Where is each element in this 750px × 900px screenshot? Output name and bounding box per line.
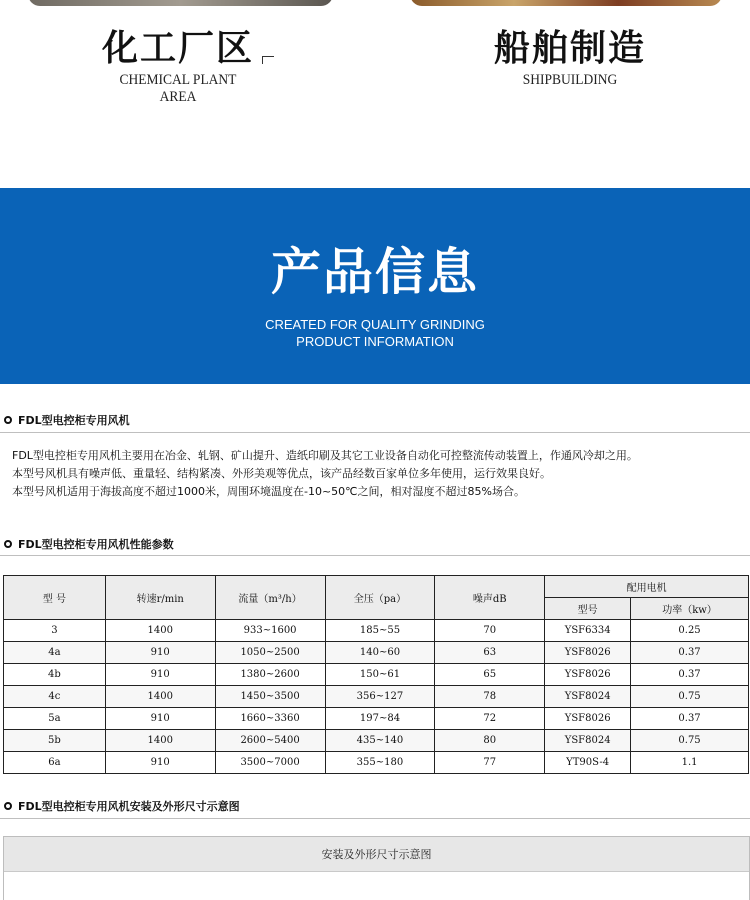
- cell-motor-power: 0.37: [631, 642, 749, 664]
- section-title: FDL型电控柜专用风机性能参数: [18, 538, 174, 551]
- section-title: FDL型电控柜专用风机安装及外形尺寸示意图: [18, 800, 240, 813]
- cell-model: 5a: [4, 708, 106, 730]
- cell-model: 4b: [4, 664, 106, 686]
- cell-noise: 80: [435, 730, 545, 752]
- cell-motor-model: YSF8026: [545, 664, 631, 686]
- area-chemical-plant: [100, 28, 256, 106]
- table-row: [4, 708, 749, 730]
- cell-motor-power: 0.37: [631, 708, 749, 730]
- area-title-en: CHEMICAL PLANT AREA: [119, 72, 237, 105]
- cell-noise: 78: [435, 686, 545, 708]
- banner-subtitle-line2: PRODUCT INFORMATION: [296, 334, 454, 349]
- section-heading-install: [4, 798, 240, 814]
- chemical-plant-photo: [28, 0, 333, 6]
- cell-flow: 1660~3360: [215, 708, 325, 730]
- install-diagram-title: 安装及外形尺寸示意图: [4, 837, 749, 872]
- dimension-mark: [262, 56, 274, 64]
- install-diagram-box: [3, 836, 750, 900]
- performance-table: [3, 575, 749, 774]
- cell-flow: 933~1600: [215, 620, 325, 642]
- cell-speed: 910: [105, 642, 215, 664]
- description-line: 本型号风机适用于海拔高度不超过1000米，周围环境温度在-10~50℃之间，相对湿度不超过85%场合。: [12, 485, 525, 498]
- cell-pressure: 197~84: [325, 708, 435, 730]
- header-model: 型 号: [4, 576, 106, 620]
- cell-speed: 1400: [105, 686, 215, 708]
- cell-motor-power: 0.75: [631, 730, 749, 752]
- cell-motor-model: YSF8026: [545, 642, 631, 664]
- divider: [0, 432, 750, 433]
- header-flow: 流量（m³/h）: [215, 576, 325, 620]
- cell-speed: 1400: [105, 620, 215, 642]
- banner-subtitle: [0, 316, 750, 350]
- cell-speed: 910: [105, 752, 215, 774]
- product-description: [12, 447, 748, 501]
- cell-model: 3: [4, 620, 106, 642]
- cell-motor-power: 1.1: [631, 752, 749, 774]
- divider: [0, 818, 750, 819]
- cell-pressure: 435~140: [325, 730, 435, 752]
- cell-noise: 72: [435, 708, 545, 730]
- cell-model: 6a: [4, 752, 106, 774]
- description-line: 本型号风机具有噪声低、重量轻、结构紧凑、外形美观等优点，该产品经数百家单位多年使用，运行效果良好。: [12, 467, 551, 480]
- table-row: [4, 642, 749, 664]
- table-row: [4, 752, 749, 774]
- table-row: [4, 620, 749, 642]
- header-motor: 配用电机: [545, 576, 749, 598]
- table-row: [4, 664, 749, 686]
- header-motor-power: 功率（kw）: [631, 598, 749, 620]
- section-heading-params: [4, 536, 174, 552]
- section-heading-intro: [4, 412, 130, 428]
- cell-pressure: 355~180: [325, 752, 435, 774]
- cell-flow: 2600~5400: [215, 730, 325, 752]
- cell-motor-power: 0.37: [631, 664, 749, 686]
- section-title: FDL型电控柜专用风机: [18, 414, 130, 427]
- bullet-icon: [4, 416, 12, 424]
- header-motor-model: 型号: [545, 598, 631, 620]
- shipbuilding-photo: [410, 0, 722, 6]
- area-shipbuilding: [492, 28, 648, 89]
- cell-motor-model: YSF6334: [545, 620, 631, 642]
- table-row: [4, 686, 749, 708]
- cell-noise: 70: [435, 620, 545, 642]
- cell-model: 5b: [4, 730, 106, 752]
- cell-flow: 1450~3500: [215, 686, 325, 708]
- area-title-cn: 化工厂区: [101, 27, 254, 69]
- cell-motor-power: 0.25: [631, 620, 749, 642]
- cell-flow: 1380~2600: [215, 664, 325, 686]
- description-line: FDL型电控柜专用风机主要用在冶金、轧钢、矿山提升、造纸印刷及其它工业设备自动化可控整流传动装置上，作通风冷却之用。: [12, 449, 638, 462]
- cell-motor-model: YSF8024: [545, 730, 631, 752]
- cell-speed: 910: [105, 708, 215, 730]
- cell-pressure: 185~55: [325, 620, 435, 642]
- cell-pressure: 356~127: [325, 686, 435, 708]
- cell-model: 4a: [4, 642, 106, 664]
- table-row: [4, 730, 749, 752]
- cell-speed: 910: [105, 664, 215, 686]
- cell-motor-power: 0.75: [631, 686, 749, 708]
- cell-model: 4c: [4, 686, 106, 708]
- area-title-cn: 船舶制造: [493, 27, 646, 69]
- bullet-icon: [4, 802, 12, 810]
- product-info-banner: [0, 188, 750, 384]
- header-pressure: 全压（pa）: [325, 576, 435, 620]
- divider: [0, 555, 750, 556]
- area-title-en: SHIPBUILDING: [522, 72, 618, 88]
- bullet-icon: [4, 540, 12, 548]
- cell-flow: 1050~2500: [215, 642, 325, 664]
- cell-motor-model: YSF8024: [545, 686, 631, 708]
- cell-speed: 1400: [105, 730, 215, 752]
- cell-noise: 77: [435, 752, 545, 774]
- cell-motor-model: YT90S-4: [545, 752, 631, 774]
- header-noise: 噪声dB: [435, 576, 545, 620]
- header-speed: 转速r/min: [105, 576, 215, 620]
- cell-flow: 3500~7000: [215, 752, 325, 774]
- cell-pressure: 140~60: [325, 642, 435, 664]
- cell-motor-model: YSF8026: [545, 708, 631, 730]
- cell-noise: 65: [435, 664, 545, 686]
- banner-title: 产品信息: [271, 243, 479, 301]
- cell-pressure: 150~61: [325, 664, 435, 686]
- cell-noise: 63: [435, 642, 545, 664]
- banner-subtitle-line1: CREATED FOR QUALITY GRINDING: [265, 317, 485, 332]
